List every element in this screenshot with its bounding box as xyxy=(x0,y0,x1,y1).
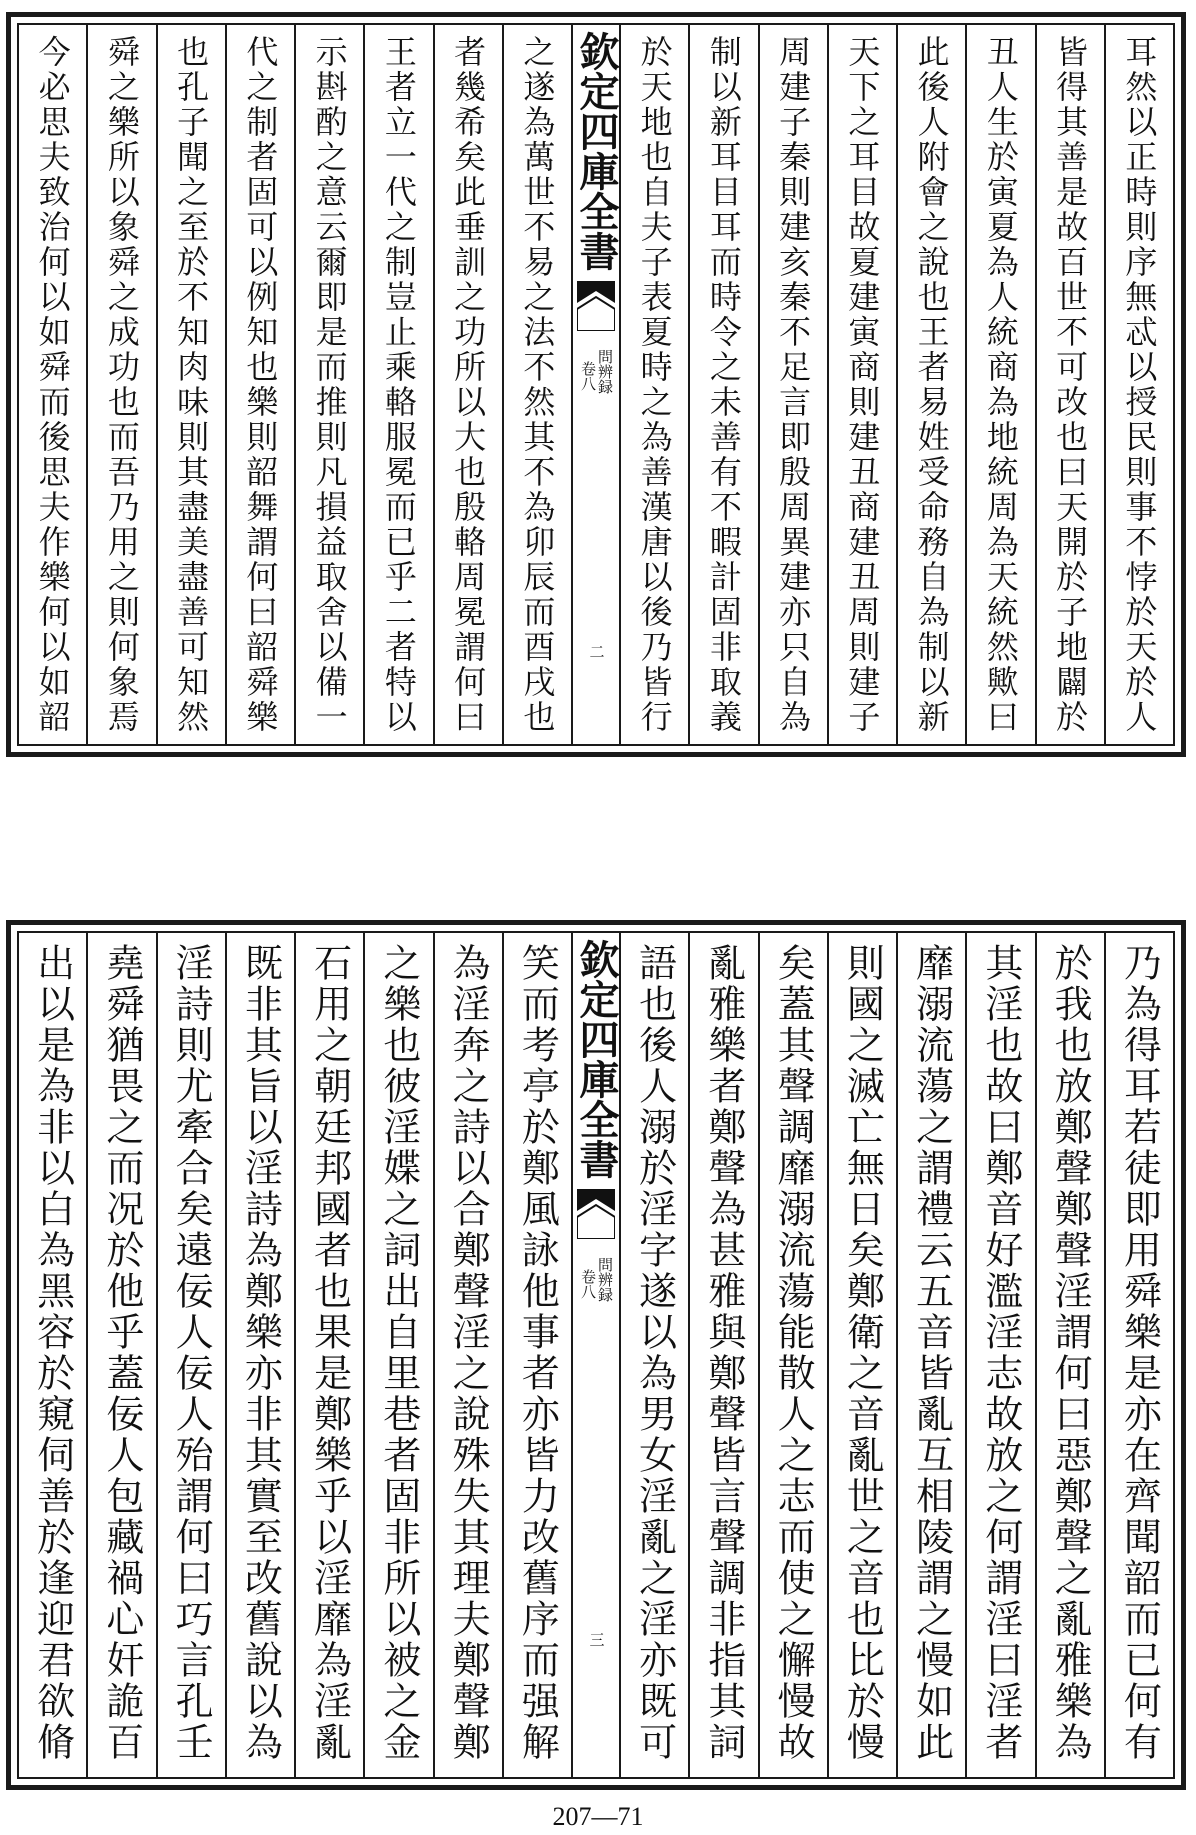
text-column: 也孔子聞之至於不知肉味則其盡美盡善可知然 xyxy=(156,25,225,744)
text-column: 示斟酌之意云爾即是而推則凡損益取舍以備一 xyxy=(294,25,363,744)
leaf-number: 三 xyxy=(587,1632,606,1647)
text-column: 其淫也故曰鄭音好濫淫志故放之何謂淫曰淫者 xyxy=(965,933,1034,1777)
text-column: 淫詩則尤牽合矣遠佞人佞人殆謂何曰巧言孔壬 xyxy=(156,933,225,1777)
text-column: 制以新耳目耳而時令之未善有不暇計固非取義 xyxy=(688,25,757,744)
volume-number: 卷八 xyxy=(579,1269,597,1299)
book-title: 問辨録 xyxy=(596,1257,614,1302)
fish-tail-icon xyxy=(577,1189,615,1239)
book-meta xyxy=(580,331,612,394)
book-meta xyxy=(580,1239,612,1302)
page-footer-number: 207—71 xyxy=(552,1802,644,1831)
volume-number: 卷八 xyxy=(579,361,597,391)
text-column: 代之制者固可以例知也樂則韶舞謂何曰韶舜樂 xyxy=(225,25,294,744)
text-column: 石用之朝廷邦國者也果是鄭樂乎以淫靡為淫亂 xyxy=(294,933,363,1777)
text-column: 天下之耳目故夏建寅商則建丑商建丑周則建子 xyxy=(827,25,896,744)
center-fold-column xyxy=(571,25,619,744)
text-column: 周建子秦則建亥秦不足言即殷周異建亦只自為 xyxy=(758,25,827,744)
text-column: 耳然以正時則序無忒以授民則事不悖於天於人 xyxy=(1104,25,1173,744)
upper-page xyxy=(6,12,1186,757)
text-column: 丑人生於寅夏為人統商為地統周為天統然歟曰 xyxy=(965,25,1034,744)
text-column: 為淫奔之詩以合鄭聲淫之說殊失其理夫鄭聲鄭 xyxy=(433,933,502,1777)
text-column: 今必思夫致治何以如舜而後思夫作樂何以如韶 xyxy=(33,35,72,735)
upper-page-columns xyxy=(17,23,1175,746)
collection-title: 欽定四庫全書 xyxy=(573,31,620,271)
fish-tail-icon xyxy=(577,281,615,331)
text-column: 出以是為非以白為黑容於窺伺善於逢迎君欲脩 xyxy=(30,943,75,1763)
text-column: 語也後人溺於淫字遂以為男女淫亂之淫亦既可 xyxy=(619,933,688,1777)
text-column: 於天地也自夫子表夏時之為善漢唐以後乃皆行 xyxy=(619,25,688,744)
text-column: 矣蓋其聲調靡溺流蕩能散人之志而使之懈慢故 xyxy=(758,933,827,1777)
text-column: 於我也放鄭聲鄭聲淫謂何曰惡鄭聲之亂雅樂為 xyxy=(1035,933,1104,1777)
text-column: 既非其旨以淫詩為鄭樂亦非其實至改舊說以為 xyxy=(225,933,294,1777)
book-title: 問辨録 xyxy=(596,349,614,394)
text-column: 之遂為萬世不易之法不然其不為卯辰而酉戌也 xyxy=(502,25,571,744)
text-column: 舜之樂所以象舜之成功也而吾乃用之則何象焉 xyxy=(86,25,155,744)
collection-title: 欽定四庫全書 xyxy=(573,939,620,1179)
text-column: 亂雅樂者鄭聲為甚雅與鄭聲皆言聲調非指其詞 xyxy=(688,933,757,1777)
lower-page xyxy=(6,920,1186,1790)
text-column: 乃為得耳若徒即用舜樂是亦在齊聞韶而已何有 xyxy=(1104,933,1173,1777)
text-column: 則國之滅亡無日矣鄭衛之音亂世之音也比於慢 xyxy=(827,933,896,1777)
lower-page-columns xyxy=(17,931,1175,1779)
text-column: 此後人附會之說也王者易姓受命務自為制以新 xyxy=(896,25,965,744)
leaf-number: 二 xyxy=(587,644,606,659)
text-column: 王者立一代之制豈止乘輅服冕而已乎二者特以 xyxy=(363,25,432,744)
text-column: 者幾希矣此垂訓之功所以大也殷輅周冕謂何曰 xyxy=(433,25,502,744)
text-column: 笑而考亭於鄭風詠他事者亦皆力改舊序而强解 xyxy=(502,933,571,1777)
text-column: 靡溺流蕩之謂禮云五音皆亂互相陵謂之慢如此 xyxy=(896,933,965,1777)
text-column: 堯舜猶畏之而况於他乎蓋佞人包藏禍心奸詭百 xyxy=(86,933,155,1777)
text-column: 之樂也彼淫媟之詞出自里巷者固非所以被之金 xyxy=(363,933,432,1777)
text-column: 皆得其善是故百世不可改也曰天開於子地闢於 xyxy=(1035,25,1104,744)
center-fold-column xyxy=(571,933,619,1777)
